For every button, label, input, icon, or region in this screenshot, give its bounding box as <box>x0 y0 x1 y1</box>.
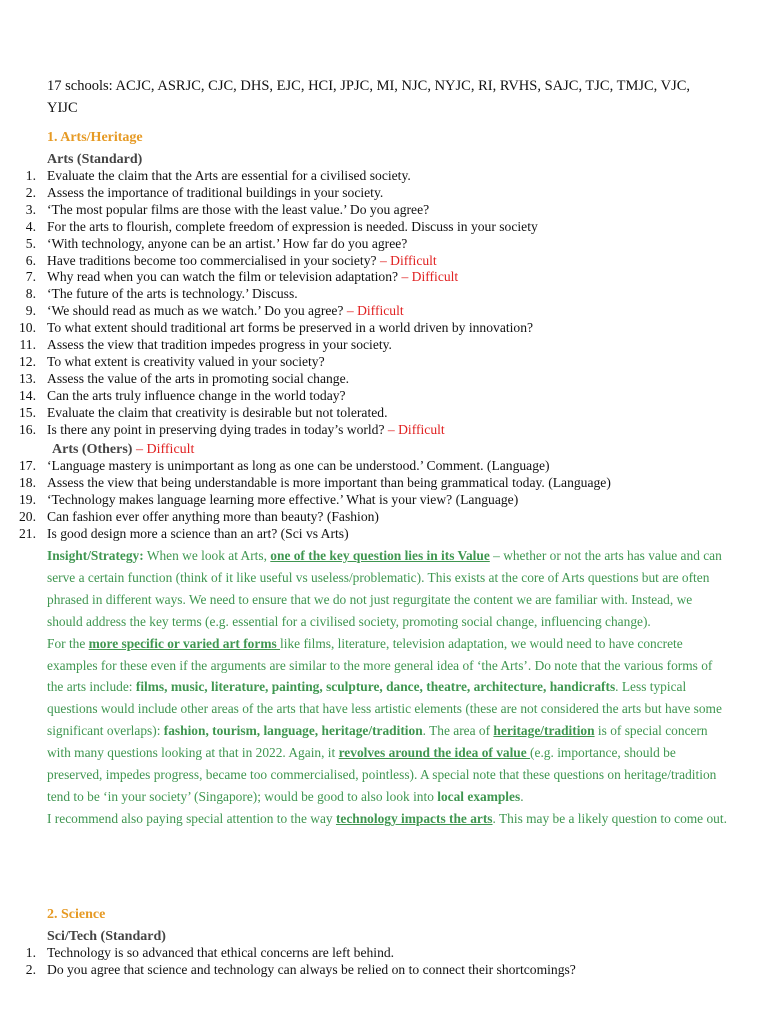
question-item <box>0 458 740 475</box>
question-text: Evaluate the claim that the Arts are essential for a civilised society. <box>47 168 411 183</box>
question-item <box>0 286 740 303</box>
question-item <box>0 526 740 543</box>
insight-label: Insight/Strategy: <box>47 548 144 563</box>
difficulty-tag: – Difficult <box>379 252 437 268</box>
question-number: 4. <box>25 218 36 234</box>
question-number: 5. <box>25 235 36 251</box>
question-number: 13. <box>19 370 36 386</box>
sub-heading-scitech-standard: Sci/Tech (Standard) <box>47 929 166 944</box>
insight-text: . The area of <box>422 723 494 739</box>
insight-text: For the <box>47 635 89 651</box>
question-list-arts-standard <box>0 168 740 439</box>
question-item <box>0 168 740 185</box>
question-text: ‘The most popular films are those with the least value.’ Do you agree? <box>47 201 430 217</box>
question-text: Technology is so advanced that ethical concerns are left behind. <box>47 945 395 960</box>
difficulty-tag: – Difficult <box>387 421 445 437</box>
question-text: Can the arts truly influence change in the world today? <box>47 387 346 403</box>
question-text: Evaluate the claim that creativity is desirable but not tolerated. <box>47 404 388 420</box>
difficulty-tag: – Difficult <box>346 303 404 319</box>
question-text: Have traditions become too commercialised in your society? <box>47 252 380 268</box>
question-item <box>0 337 740 354</box>
question-item <box>0 253 740 270</box>
question-item <box>0 945 740 962</box>
question-item <box>0 388 740 405</box>
sub-heading-arts-others-label: Arts (Others) <box>52 442 133 457</box>
question-text: Assess the view that being understandable is more important than being grammatical today. (Language) <box>47 474 611 490</box>
question-item <box>0 509 740 526</box>
insight-underlined: revolves around the idea of value <box>338 745 531 761</box>
question-item <box>0 219 740 236</box>
question-text: ‘With technology, anyone can be an artist.’ How far do you agree? <box>47 235 408 251</box>
question-number: 2. <box>25 184 36 200</box>
insight-text: . This may be a likely question to come out. <box>492 810 727 826</box>
insight-underlined: one of the key question lies in its Value <box>270 548 490 563</box>
question-item <box>0 962 740 979</box>
question-text: Is there any point in preserving dying trades in today’s world? <box>47 421 388 437</box>
question-number: 20. <box>19 508 36 524</box>
sub-heading-arts-standard: Arts (Standard) <box>47 152 143 167</box>
question-number: 6. <box>25 252 36 268</box>
question-number: 9. <box>25 303 36 319</box>
question-item <box>0 354 740 371</box>
insight-underlined: more specific or varied art forms <box>88 635 281 651</box>
insight-paragraph-1 <box>47 545 727 633</box>
question-item <box>0 269 740 286</box>
insight-text: (e.g. importance, should be preserved, impedes progress, became too commercialised, pointless). A special note that these questions on heritage/tradition tend to be ‘in your society’ (Singapore); would be good to also look into <box>47 745 717 804</box>
question-number: 11. <box>19 337 36 353</box>
insight-paragraph-2 <box>47 633 727 808</box>
question-number: 12. <box>19 353 36 369</box>
question-item <box>0 422 740 439</box>
question-text: Assess the view that tradition impedes progress in your society. <box>47 337 392 353</box>
question-text: ‘We should read as much as we watch.’ Do you agree? <box>47 303 347 319</box>
question-number: 1. <box>25 945 36 960</box>
question-list-arts-others <box>0 458 740 543</box>
question-item <box>0 185 740 202</box>
insight-text: is of special concern with many questions looking at that in 2022. Again, it <box>47 723 708 761</box>
question-text: For the arts to flourish, complete freedom of expression is needed. Discuss in your society <box>47 218 538 234</box>
insight-text: I recommend also paying special attention to the way <box>47 810 336 826</box>
difficulty-tag: – Difficult <box>132 442 195 457</box>
question-number: 14. <box>19 387 36 403</box>
question-number: 2. <box>25 961 36 977</box>
question-text: ‘The future of the arts is technology.’ Discuss. <box>47 286 298 302</box>
question-item <box>0 303 740 320</box>
insight-text: . <box>520 788 524 804</box>
question-text: ‘Technology makes language learning more effective.’ What is your view? (Language) <box>47 491 519 507</box>
question-list-science <box>0 945 740 979</box>
question-number: 17. <box>19 458 36 473</box>
question-number: 10. <box>19 320 36 336</box>
question-number: 7. <box>25 269 36 285</box>
question-number: 19. <box>19 491 36 507</box>
question-number: 21. <box>19 525 36 541</box>
question-text: Can fashion ever offer anything more than beauty? (Fashion) <box>47 508 379 524</box>
question-text: Assess the importance of traditional buildings in your society. <box>47 184 384 200</box>
question-number: 18. <box>19 474 36 490</box>
difficulty-tag: – Difficult <box>401 269 459 285</box>
question-item <box>0 236 740 253</box>
question-text: To what extent should traditional art forms be preserved in a world driven by innovation? <box>47 320 534 336</box>
section-heading-science: 2. Science <box>47 907 106 922</box>
insight-underlined: technology impacts the arts <box>335 810 493 826</box>
question-text: Do you agree that science and technology can always be relied on to connect their shortcomings? <box>47 961 576 977</box>
question-number: 8. <box>25 286 36 302</box>
question-number: 3. <box>25 201 36 217</box>
insight-bold: films, music, literature, painting, sculpture, dance, theatre, architecture, handicrafts <box>135 679 616 695</box>
insight-text: When we look at Arts, <box>143 548 271 563</box>
question-text: To what extent is creativity valued in your society? <box>47 353 325 369</box>
insight-paragraph-3 <box>47 808 727 830</box>
insight-text: . Less typical questions would include other areas of the arts that have less artistic elements (these are not considered the arts but have some significant overlaps): <box>47 679 722 739</box>
question-number: 15. <box>19 404 36 420</box>
question-item <box>0 202 740 219</box>
question-text: Why read when you can watch the film or television adaptation? <box>47 269 402 285</box>
insight-bold: local examples <box>437 788 521 804</box>
insight-underlined: heritage/tradition <box>493 723 595 739</box>
question-text: Assess the value of the arts in promoting social change. <box>47 370 350 386</box>
insight-text: – whether or not the arts has value and can serve a certain function (think of it like useful vs useless/problematic). This exists at the core of Arts questions but are often phrased in different ways. We need to ensure that we do not just regurgitate the content we are familiar with. Instead, we should address the key terms (e.g. essential for a civilised society, promoting social change, influencing change). <box>47 548 722 629</box>
insight-bold: fashion, tourism, language, heritage/tradition <box>163 723 423 739</box>
insight-strategy <box>47 545 727 830</box>
question-number: 1. <box>25 168 36 183</box>
insight-text: like films, literature, television adaptation, we would need to have concrete examples for these even if the arguments are similar to the more general idea of ‘the Arts’. Do note that the various forms of the arts include: <box>47 635 713 695</box>
question-item <box>0 475 740 492</box>
question-item <box>0 492 740 509</box>
sub-heading-arts-others <box>52 441 194 459</box>
question-number: 16. <box>19 421 36 437</box>
question-text: ‘Language mastery is unimportant as long as one can be understood.’ Comment. (Language) <box>47 458 550 473</box>
schools-line: 17 schools: ACJC, ASRJC, CJC, DHS, EJC, HCI, JPJC, MI, NJC, NYJC, RI, RVHS, SAJC, TJC, TMJC, VJC, YIJC <box>47 78 691 116</box>
question-item <box>0 371 740 388</box>
question-text: Is good design more a science than an art? (Sci vs Arts) <box>47 525 349 541</box>
section-heading-arts: 1. Arts/Heritage <box>47 130 143 145</box>
question-item <box>0 320 740 337</box>
question-item <box>0 405 740 422</box>
